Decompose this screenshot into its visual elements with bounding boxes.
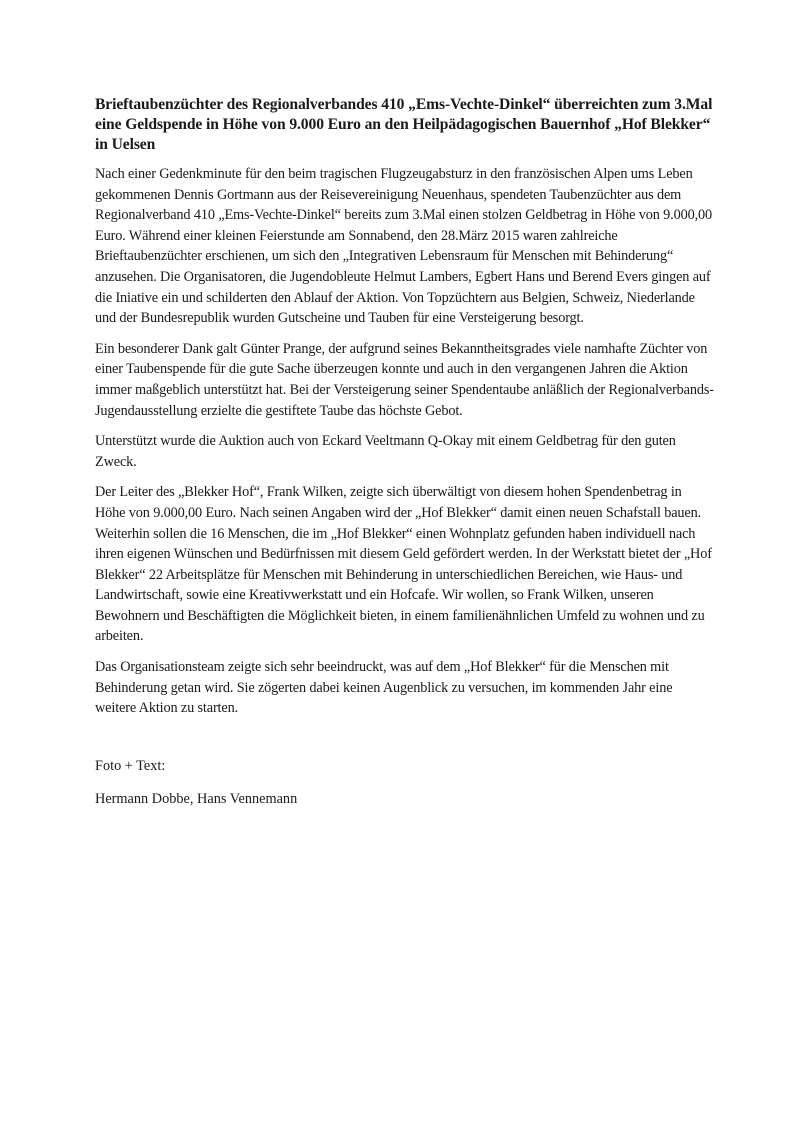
credit-names: Hermann Dobbe, Hans Vennemann (95, 790, 298, 807)
paragraph-2: Ein besonderer Dank galt Günter Prange, der aufgrund seines Bekanntheitsgrades viele namhafte Züchter von einer Taubenspende für die gute Sache überzeugen konnte und auch in den vergangenen Jahren die Aktion immer maßgeblich unterstützt hat. Bei der Versteigerung seiner Spendentaube anläßlich der Regionalverbands-Jugendausstellung erzielte die gestiftete Taube das höchste Gebot. (95, 340, 714, 419)
credit-label: Foto + Text: (95, 757, 166, 774)
paragraph-1: Nach einer Gedenkminute für den beim tragischen Flugzeugabsturz in den französischen Alpen ums Leben gekommenen Dennis Gortmann aus der Reisevereinigung Neuenhaus, spendeten Taubenzüchter aus dem Regionalverband 410 „Ems-Vechte-Dinkel“ bereits zum 3.Mal einen stolzen Geldbetrag in Höhe von 9.000,00 Euro. Während einer kleinen Feierstunde am Sonnabend, den 28.März 2015 waren zahlreiche Brieftaubenzüchter erschienen, um sich den „Integrativen Lebensraum für Menschen mit Behinderung“ anzusehen. Die Organisatoren, die Jugendobleute Helmut Lambers, Egbert Hans und Berend Evers gingen auf die Iniative ein und schilderten den Ablauf der Aktion. Von Topzüchtern aus Belgien, Schweiz, Niederlande und der Bundesrepublik wurden Gutscheine und Tauben für eine Versteigerung besorgt. (95, 166, 713, 327)
paragraph-4: Der Leiter des „Blekker Hof“, Frank Wilken, zeigte sich überwältigt von diesem hohen Spendenbetrag in Höhe von 9.000,00 Euro. Nach seinen Angaben wird der „Hof Blekker“ damit einen neuen Schafstall bauen. Weiterhin sollen die 16 Menschen, die im „Hof Blekker“ einen Wohnplatz gefunden haben individuell nach ihren eigenen Wünschen und Bedürfnissen mit diesem Geld gefördert werden. In der Werkstatt bietet der „Hof Blekker“ 22 Arbeitsplätze für Menschen mit Behinderung in unterschiedlichen Bereichen, wie Haus- und Landwirtschaft, sowie eine Kreativwerkstatt und ein Hofcafe. Wir wollen, so Frank Wilken, unseren Bewohnern und Beschäftigten die Möglichkeit bieten, in einem familienähnlichen Umfeld zu wohnen und zu arbeiten. (95, 484, 712, 645)
section-spacer (95, 729, 715, 756)
document-page (95, 95, 715, 809)
paragraph-5: Das Organisationsteam zeigte sich sehr beeindruckt, was auf dem „Hof Blekker“ für die Menschen mit Behinderung getan wird. Sie zögerten dabei keinen Augenblick zu versuchen, im kommenden Jahr eine weitere Aktion zu starten. (95, 659, 673, 717)
paragraph-3: Unterstützt wurde die Auktion auch von Eckard Veeltmann Q-Okay mit einem Geldbetrag für den guten Zweck. (95, 433, 676, 470)
article-headline: Brieftaubenzüchter des Regionalverbandes 410 „Ems-Vechte-Dinkel“ überreichten zum 3.Mal eine Geldspende in Höhe von 9.000 Euro an den Heilpädagogischen Bauernhof „Hof Blekker“ in Uelsen (95, 96, 713, 153)
